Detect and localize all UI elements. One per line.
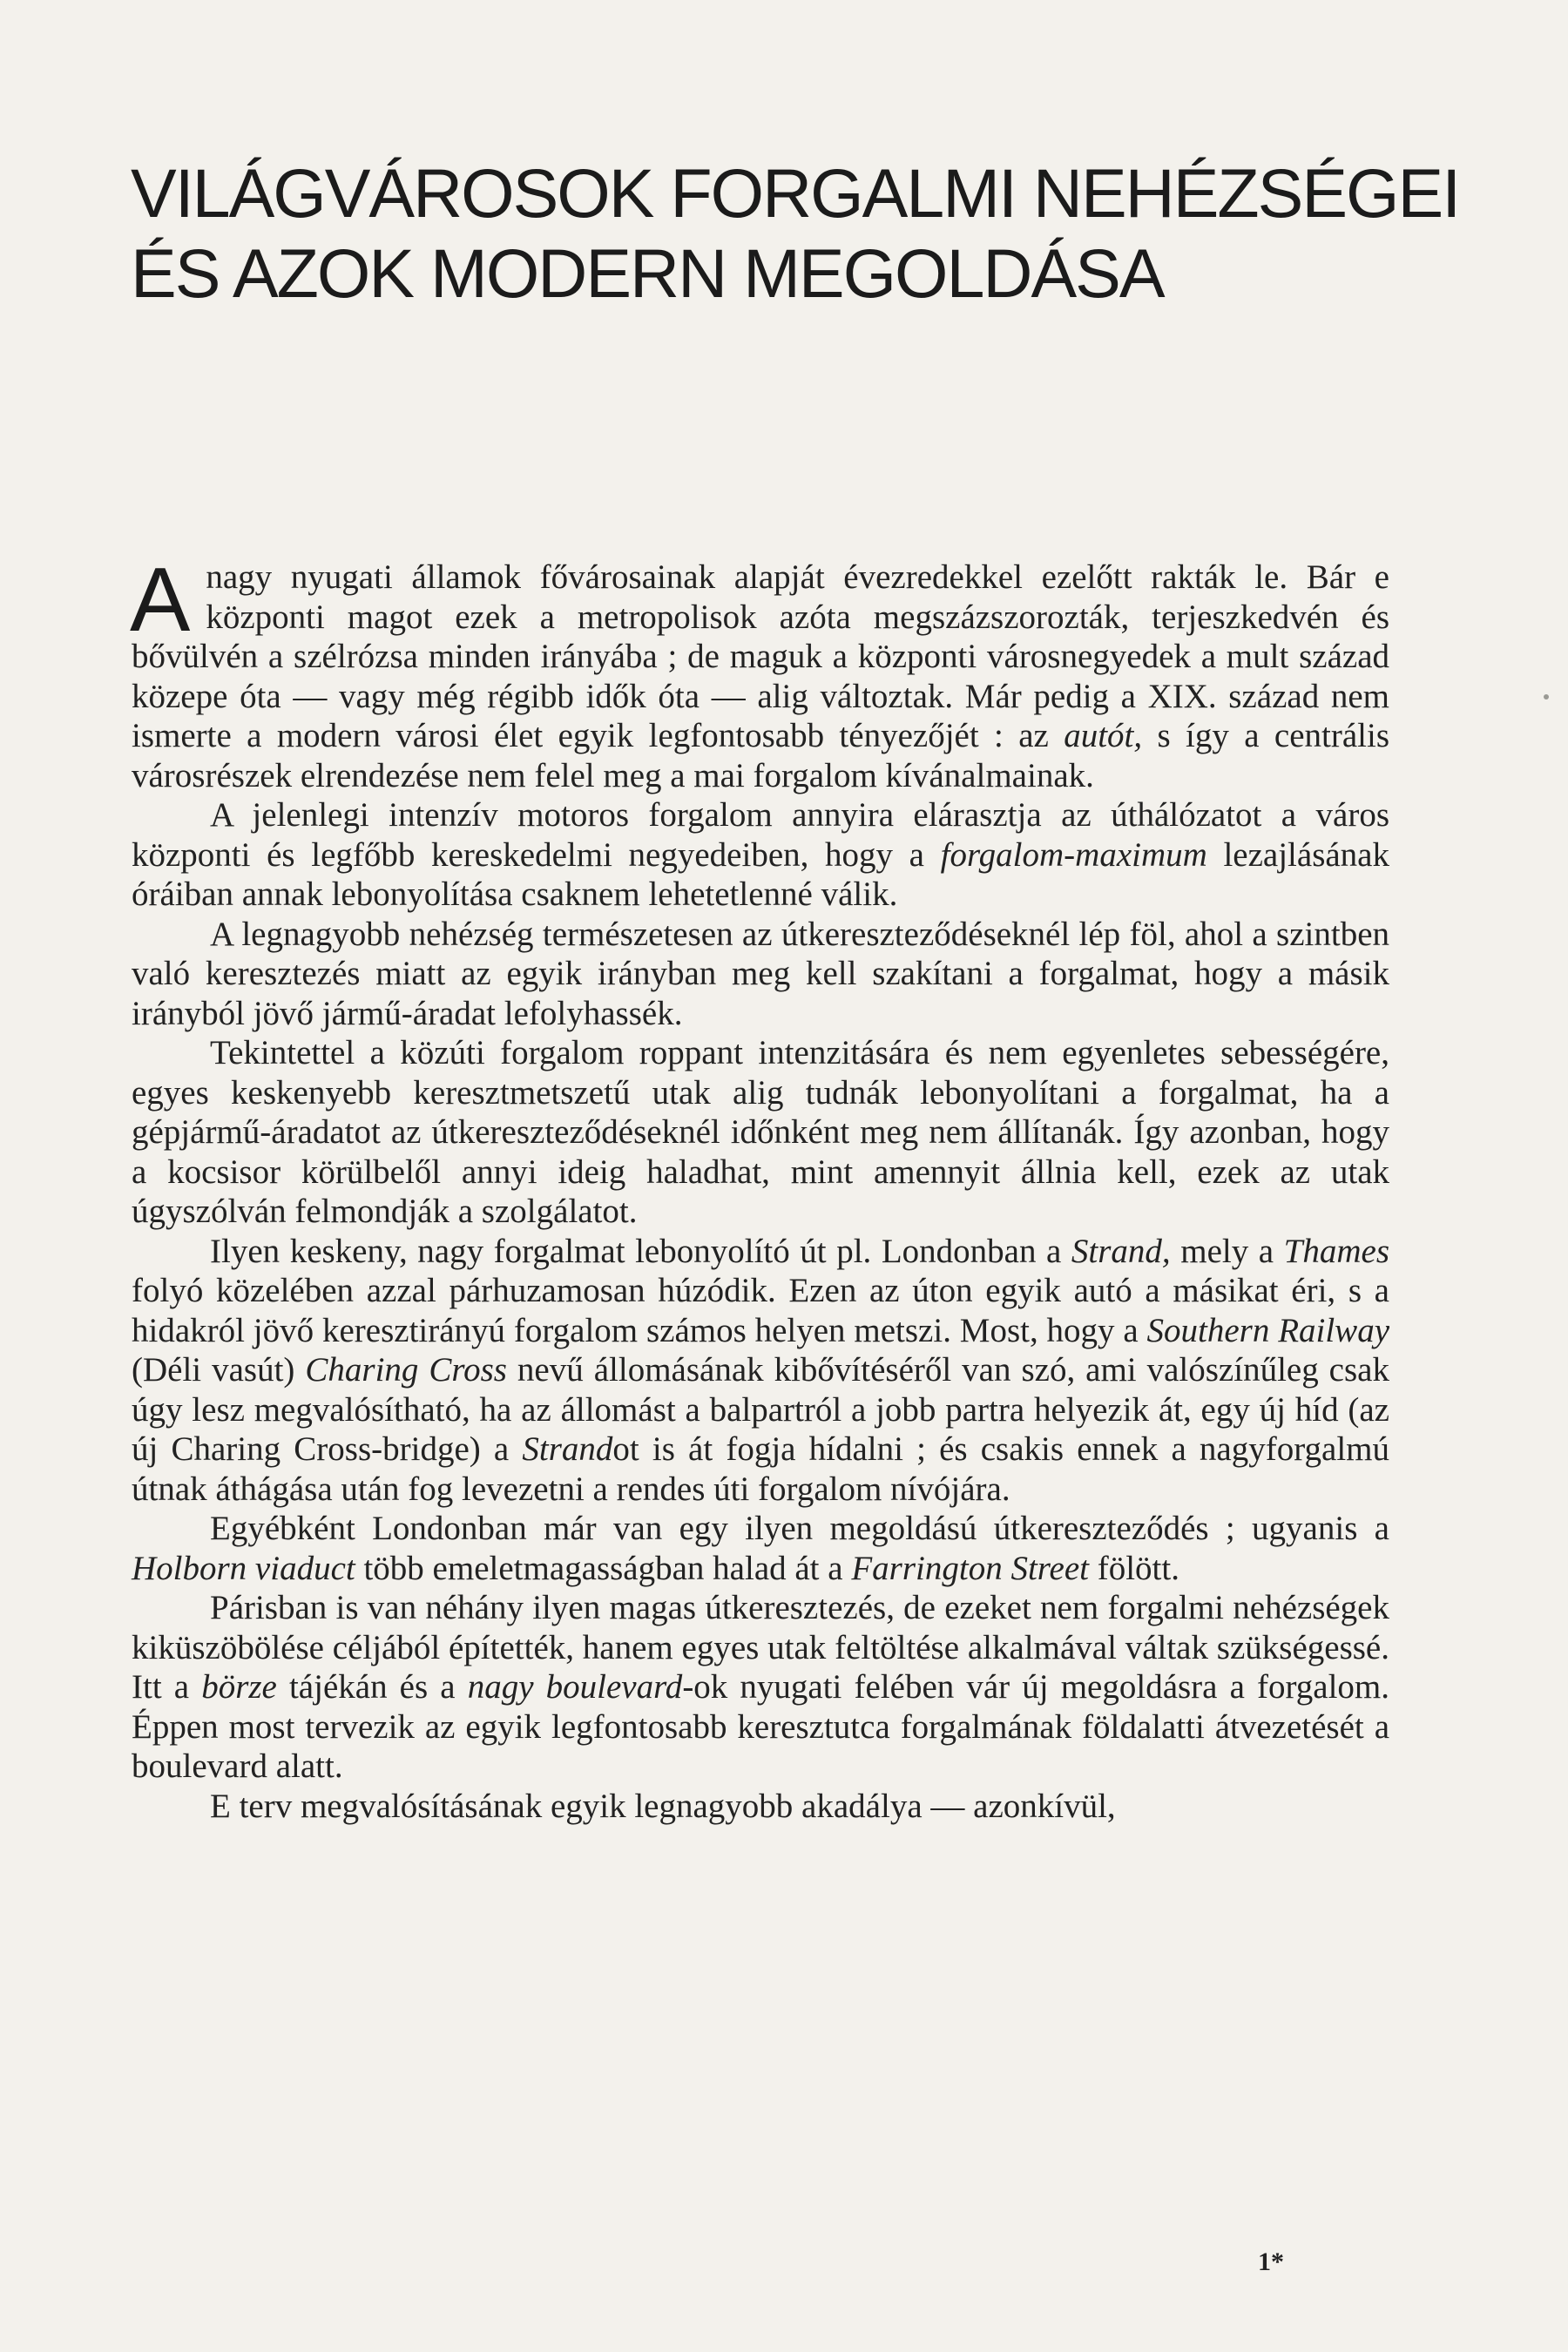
paragraph-text: A legnagyobb nehézség természetesen az útkereszteződéseknél lép föl, ahol a szintben való keresztezés miatt az egyik irányban meg kell szakítani a forgalmat, hogy a másik irányból jövő jármű-áradat lefolyhassék. bbox=[132, 915, 1389, 1032]
paragraph-text: tájékán és a bbox=[276, 1668, 468, 1706]
page-number: 1* bbox=[1258, 2247, 1284, 2276]
paragraph-text: ot is át fogja hídalni ; és csakis ennek a nagyforgalmú útnak áthágása után fog levezetni a rendes úti forgalom nívójára. bbox=[132, 1430, 1389, 1508]
paragraph-text: E terv megvalósításának egyik legnagyobb akadálya — azonkívül, bbox=[210, 1787, 1116, 1825]
article-body bbox=[130, 550, 1390, 1826]
paragraph-text: s így a centrális városrészek elrendezése nem felel meg a mai forgalom kívánalmainak. bbox=[132, 717, 1389, 794]
drop-cap: A bbox=[130, 550, 191, 651]
paragraph-text: (Déli vasút) bbox=[132, 1351, 306, 1389]
paragraph-6 bbox=[132, 1509, 1389, 1588]
title-line-1: VILÁGVÁROSOK FORGALMI NEHÉZSÉGEI bbox=[131, 154, 1460, 232]
italic-term: autót, bbox=[1064, 717, 1143, 754]
paragraph-8 bbox=[132, 1787, 1389, 1827]
paper-speck bbox=[1544, 694, 1549, 700]
paragraph-text: lezajlásának óráiban annak lebonyolítása csaknem lehetetlenné válik. bbox=[132, 835, 1389, 913]
italic-term: Strand bbox=[522, 1430, 613, 1468]
paragraph-2 bbox=[132, 795, 1389, 915]
paragraph-text: fölött. bbox=[1088, 1549, 1179, 1587]
paragraph-7 bbox=[132, 1588, 1389, 1787]
paragraph-3 bbox=[132, 915, 1389, 1034]
paragraph-text: Párisban is van néhány ilyen magas útkeresztezés, de ezeket nem forgalmi nehézségek kiküszöbölése céljából építették, hanem egyes utak feltöltése alkalmával váltak szükségessé. Itt a bbox=[132, 1589, 1389, 1706]
paragraph-text: Ilyen keskeny, nagy forgalmat lebonyolító út pl. Londonban a bbox=[210, 1232, 1071, 1270]
italic-term: börze bbox=[201, 1668, 277, 1706]
paragraph-text: A jelenlegi intenzív motoros forgalom annyira elárasztja az úthálózatot a város központi és legfőbb kereskedelmi negyedeiben, hogy a bbox=[132, 796, 1389, 874]
italic-term: Southern Railway bbox=[1146, 1311, 1390, 1349]
italic-term: Charing Cross bbox=[305, 1351, 507, 1389]
paragraph-text: Egyébként Londonban már van egy ilyen megoldású útkereszteződés ; ugyanis a bbox=[210, 1510, 1389, 1547]
italic-term: Holborn viaduct bbox=[132, 1549, 355, 1587]
italic-term: Strand, bbox=[1071, 1232, 1171, 1270]
paragraph-text: -ok nyugati felében vár új megoldásra a forgalom. Éppen most tervezik az egyik legfontosabb keresztutca forgalmának földalatti átvezetését a boulevard alatt. bbox=[132, 1668, 1390, 1785]
paragraph-5 bbox=[132, 1232, 1389, 1510]
paragraph-text: Tekintettel a közúti forgalom roppant intenzitására és nem egyenletes sebességére, egyes keskenyebb keresztmetszetű utak alig tudnák lebonyolítani a forgalmat, ha a gépjármű-áradatot az útkereszteződéseknél időnként meg nem állítanák. Így azonban, hogy a kocsisor körülbelől annyi ideig haladhat, mint amennyit állnia kell, ezek az utak úgyszólván felmondják a szolgálatot. bbox=[132, 1034, 1389, 1230]
italic-term: Farrington Street bbox=[851, 1549, 1089, 1587]
paragraph-1 bbox=[130, 550, 1389, 795]
paragraph-text: nevű állomásának kibővítéséről van szó, ami valószínűleg csak úgy lesz megvalósítható, ha az állomást a balpartról a jobb partra helyezik át, egy új híd (az új Charing Cross-bridge) a bbox=[132, 1351, 1389, 1468]
paragraph-text: folyó közelében azzal párhuzamosan húzódik. Ezen az úton egyik autó a másikat éri, s a hidakról jövő keresztirányú forgalom számos helyen metszi. Most, hogy a bbox=[132, 1272, 1389, 1349]
title-line-2: ÉS AZOK MODERN MEGOLDÁSA bbox=[131, 234, 1164, 312]
paragraph-text: mely a bbox=[1170, 1232, 1284, 1270]
paragraph-text: több emeletmagasságban halad át a bbox=[355, 1549, 852, 1587]
paragraph-4 bbox=[132, 1033, 1389, 1232]
paragraph-text: nagy nyugati államok fővárosainak alapját évezredekkel ezelőtt rakták le. Bár e központi magot ezek a metropolisok azóta megszázszorozták, terjeszkedvén és bővülvén a szélrózsa minden irányába ; de maguk a központi városnegyedek a mult század közepe óta — vagy még régibb idők óta — alig változtak. Már pedig a XIX. század nem ismerte a modern városi élet egyik legfontosabb tényezőjét : az bbox=[132, 558, 1389, 754]
italic-term: nagy boulevard bbox=[467, 1668, 683, 1706]
italic-term: Thames bbox=[1283, 1232, 1390, 1270]
italic-term: forgalom-maximum bbox=[940, 835, 1207, 874]
article-title bbox=[131, 153, 1460, 314]
